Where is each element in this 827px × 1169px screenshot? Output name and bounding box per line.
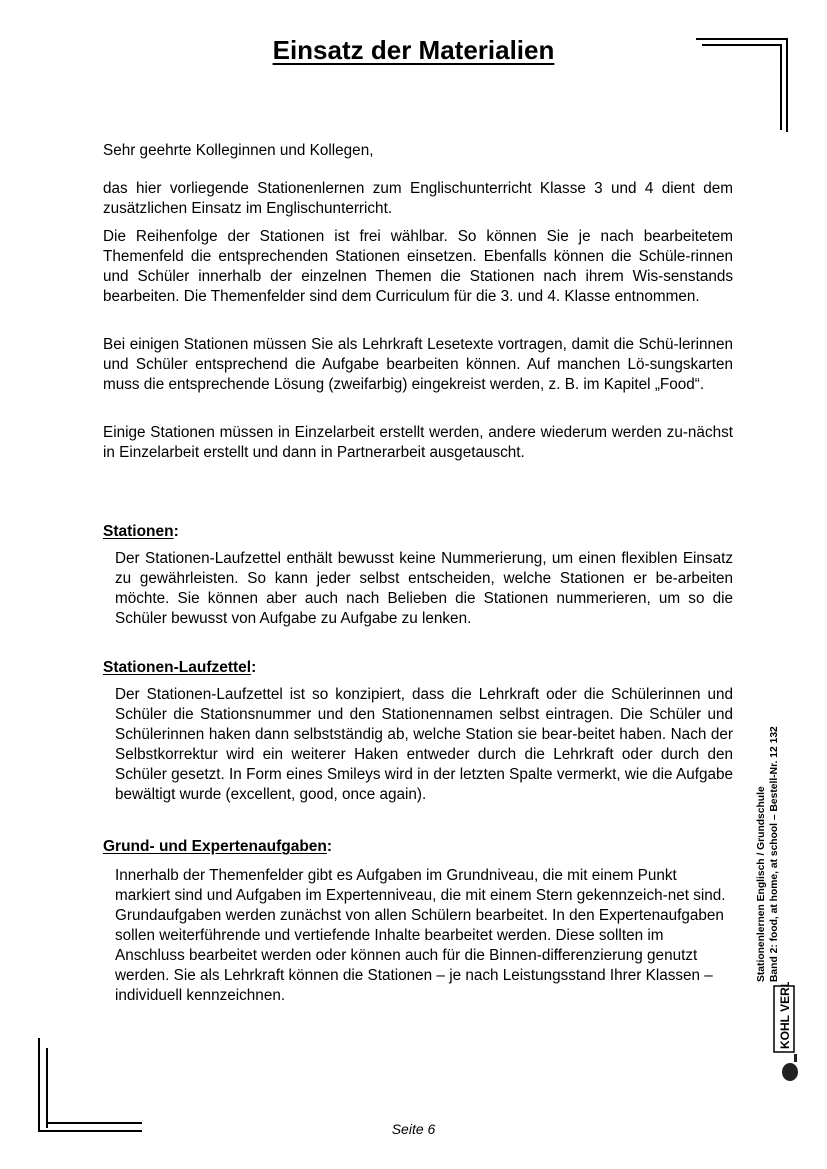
page-number: Seite 6 — [391, 1121, 436, 1137]
heading-colon: : — [251, 659, 257, 676]
corner-ornament-bottom-left — [38, 1038, 142, 1132]
reading-paragraph: Bei einigen Stationen müssen Sie als Lehrkraft Lesetexte vortragen, damit die Schü-lerinnen und Schüler entsprechend die Aufgabe bearbeiten können. Auf manchen Lö-sungskarten muss die entsprechende Lösung (zweifarbig) eingekreist werden, z. B. im Kapitel „Food“. — [103, 336, 733, 393]
corner-ornament-top-right — [696, 38, 788, 132]
publisher-sidebar — [742, 726, 808, 1082]
svg-text:KOHL VERLAG: KOHL VERLAG — [778, 982, 792, 1049]
section-text-grund-experten: Innerhalb der Themenfelder gibt es Aufgaben im Grundniveau, die mit einem Punkt markiert sind und Aufgaben im Expertenniveau, die mit einem Stern gekennzeich-net sind. Grundaufgaben werden zunächst von allen Schülern bearbeitet. In den Expertenaufgaben sollen weiterführende und vertiefende Inhalte bearbeitet werden. Diese sollten im Anschluss bearbeitet werden oder können auch für die Binnen-differenzierung genutzt werden. Sie als Lehrkraft können die Stationen – je nach Leistungsstand Ihrer Klassen – individuell kennzeichnen. — [115, 867, 726, 1004]
section-heading-label: Grund- und Expertenaufgaben — [103, 838, 327, 855]
page-title: Einsatz der Materialien — [272, 35, 555, 65]
section-text-stationen: Der Stationen-Laufzettel enthält bewusst keine Nummerierung, um einen flexiblen Einsatz zu gewährleisten. So kann jeder selbst entscheiden, welche Stationen er be-arbeiten möchte. Sie können aber auch nach Belieben die Stationen nummerieren, um so die Schüler bewusst von Aufgabe zu Aufgabe zu lenken. — [115, 550, 733, 627]
section-text-laufzettel: Der Stationen-Laufzettel ist so konzipiert, dass die Lehrkraft oder die Schülerinnen und Schüler die Stationsnummer und den Stationennamen selbst eintragen. Die Schüler und Schülerinnen haken dann selbstständig ab, welche Station sie bear-beitet haben. Nach der Selbstkorrektur wird ein weiterer Haken entweder durch die Lehrkraft oder durch den Schüler gesetzt. In Form eines Smileys wird in der letzten Spalte vermerkt, wie die Aufgabe bewältigt wurde (excellent, good, once again). — [115, 686, 733, 803]
section-heading-label: Stationen-Laufzettel — [103, 659, 252, 676]
greeting: Sehr geehrte Kolleginnen und Kollegen, — [103, 142, 374, 159]
sidebar-band-line: Band 2: food, at home, at school – Bestell-Nr. 12 132 — [769, 726, 780, 982]
intro-paragraph: das hier vorliegende Stationenlernen zum Englischunterricht Klasse 3 und 4 dient dem zusätzlichen Einsatz im Englischunterricht. — [103, 180, 733, 217]
heading-colon: : — [173, 523, 179, 540]
section-heading-label: Stationen — [103, 523, 174, 540]
sidebar-series-line: Stationenlernen Englisch / Grundschule — [756, 786, 767, 982]
section-heading-stationen — [103, 523, 179, 541]
work-mode-paragraph: Einige Stationen müssen in Einzelarbeit erstellt werden, andere wiederum werden zu-nächst in Einzelarbeit erstellt und dann in Partnerarbeit ausgetauscht. — [103, 424, 733, 461]
section-heading-grund-experten — [103, 838, 332, 856]
order-paragraph: Die Reihenfolge der Stationen ist frei wählbar. So können Sie je nach bearbeitetem Themenfeld die entsprechenden Stationen einsetzen. Ebenfalls können die Schüle-rinnen und Schüler innerhalb der einzelnen Themen die Stationen nach ihrem Wis-senstands bearbeiten. Die Themenfelder sind dem Curriculum für die 3. und 4. Klasse entnommen. — [103, 228, 733, 305]
heading-colon: : — [326, 838, 333, 855]
section-heading-laufzettel — [103, 659, 256, 677]
publisher-logo — [772, 982, 808, 1082]
